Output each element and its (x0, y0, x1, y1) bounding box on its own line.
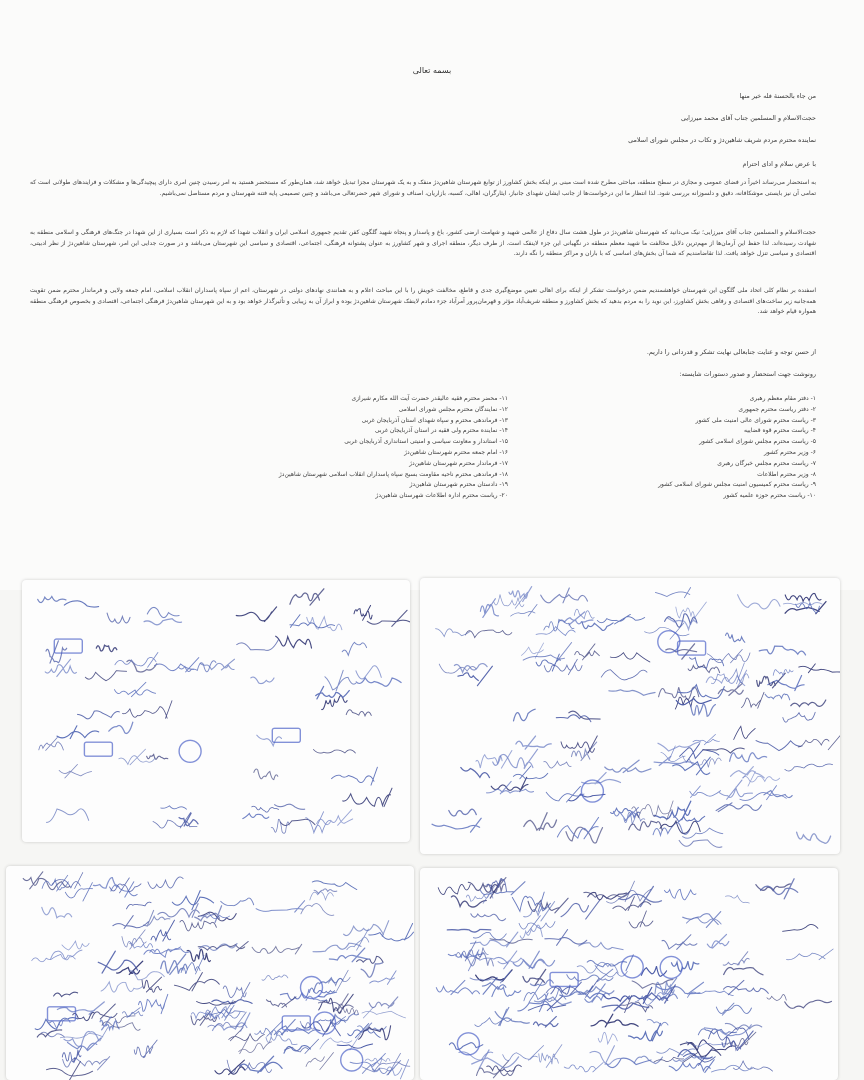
signature-scribble (582, 622, 613, 631)
signature-scribble (688, 991, 734, 998)
signature-scribble (610, 653, 650, 662)
signature-scribble (539, 1045, 562, 1068)
signature-scribble (601, 670, 647, 680)
signature-scribble (310, 892, 334, 900)
signature-scribble (660, 821, 700, 833)
signature-scribble (797, 832, 831, 843)
signature-scribble (606, 1058, 651, 1067)
signature-scribble (109, 722, 133, 733)
signature-scribble (240, 1056, 282, 1073)
letter-paragraph-2: حجت‌الاسلام و المسلمین جناب آقای میرزایی؛ نیک می‌دانید که شهرستان شاهین‌دژ در طول هشت سال دفاع از عالمی شهید و شهامت ارضی کشور، باغ و پاسدار و پنجاه شهید گلگون کفن تقدیم جمهوری اسلامی ایران و انقلاب شهدا که لازم به ذکر است بسیاری از این شهدا در جنگ‌های فرهنگی و اسلامی منطقه به شهادت رسیده‌اند. لذا حفظ این آرمان‌ها از مهم‌ترین دلایل مخالفت ما شهید معظم منطقه در نگهبانی این جزء لاینفک است. از طرف دیگر، منطقه اجرای و شهر کشاورز به عنوان پشتوانه فرهنگی، اجتماعی، اقتصادی و سیاسی این شهرستان می‌باشد و در صورت جدایی این امر، شهرستان شاهین‌دژ از نظر ادبیتی، اقتصادی و سیاسی تنزل خواهد یافت. لذا تقاضامندیم که شما آن بخش‌های اساسی که با باران و مراکز منطقه را نگه دارند. (30, 229, 816, 257)
signature-scribble (632, 801, 673, 820)
signature-scribble (306, 812, 331, 833)
cc-item: ۱۹- دادستان محترم شهرستان شاهین‌دژ (409, 481, 508, 489)
signature-scribble (47, 809, 89, 823)
signature-scribble (493, 749, 538, 768)
stamp-mark (660, 956, 682, 978)
signature-scribble (725, 1023, 761, 1030)
signatures-image (420, 868, 838, 1080)
signature-scribble (785, 1000, 832, 1008)
cc-item: ۱۴- نماینده محترم ولی فقیه در استان آذربایجان غربی (374, 427, 508, 435)
signature-scribble (449, 809, 477, 816)
signature-scribble (85, 671, 126, 681)
signature-scribble (759, 646, 805, 655)
cc-item: ۱۱- محضر محترم فقیه عالیقدر حضرت آیت الله مکارم شیرازی (351, 395, 508, 402)
cc-item: ۲- دفتر ریاست محترم جمهوری (738, 405, 816, 413)
signature-scribble (115, 653, 158, 668)
signature-scribble (276, 636, 312, 648)
signature-scribble (579, 943, 623, 950)
signature-scribble (438, 884, 470, 894)
signature-scribble (767, 995, 786, 1001)
signature-scribble (78, 711, 120, 719)
signature-scribble (544, 761, 571, 768)
stamp-mark (179, 740, 201, 762)
signature-scribble (655, 588, 690, 598)
signature-scribble (658, 742, 701, 751)
signature-scribble (654, 801, 691, 820)
signature-scribble (329, 970, 351, 991)
signature-scribble (144, 910, 170, 926)
signature-scribble (765, 694, 790, 700)
signature-scribble (148, 877, 183, 889)
signature-scribble (257, 735, 282, 746)
cc-item: ۵- ریاست محترم مجلس شورای اسلامی کشور (699, 438, 816, 446)
signature-scribble (476, 751, 512, 769)
signature-scribble (42, 875, 68, 891)
signature-scribble (346, 710, 371, 716)
signature-scribble (361, 963, 382, 977)
signature-scribble (142, 977, 162, 992)
signature-scribble (514, 709, 536, 721)
signature-scribble (561, 900, 600, 919)
signature-scribble (63, 1057, 110, 1070)
signature-scribble (591, 1014, 638, 1027)
signature-scribble (791, 700, 826, 707)
cc-item: ۴- ریاست محترم قوه قضاییه (744, 427, 816, 435)
signature-scribble (139, 994, 168, 1013)
signature-scribble (150, 947, 181, 957)
stamp-mark (272, 728, 300, 742)
signature-scribble (799, 664, 840, 673)
cc-item: ۱- دفتر مقام معظم رهبری (749, 395, 816, 402)
signature-scribble (785, 593, 821, 601)
signature-scribble (236, 607, 276, 622)
signature-scribble (243, 814, 269, 819)
signature-scribble (251, 677, 274, 684)
signature-scribble (730, 753, 767, 762)
signature-scribble (329, 948, 369, 962)
signature-scribble (509, 587, 532, 602)
signature-scribble (256, 901, 305, 912)
signature-scribble (237, 639, 279, 650)
signature-scribble (487, 781, 534, 794)
signature-scribble (92, 1004, 117, 1019)
signature-scribble (64, 601, 98, 607)
signature-scribble (59, 764, 92, 778)
signature-scribble (584, 891, 630, 898)
signature-scribble (726, 633, 745, 642)
bismillah-heading: بسمه تعالی (412, 66, 452, 75)
signature-scribble (57, 726, 99, 739)
signature-scribble (545, 930, 587, 946)
signature-scribble (665, 889, 697, 900)
signature-scribble (314, 978, 343, 992)
signature-scribble (733, 1061, 772, 1071)
signature-scribble (39, 738, 64, 751)
signature-scribble (724, 980, 769, 994)
signature-scribble (42, 907, 72, 917)
signature-scribble (229, 1028, 265, 1041)
signature-scribble (144, 619, 181, 625)
signature-scribble (690, 658, 724, 669)
cc-list-right (658, 394, 816, 502)
signature-scribble (337, 1044, 372, 1048)
signature-scribble (307, 617, 342, 631)
signature-scribble (313, 750, 355, 754)
cc-item: ۳- ریاست محترم شورای عالی امنیت ملی کشور (695, 416, 816, 424)
letter-paragraph-1: به استحضار می‌رساند اخیراً در فضای عمومی و مجازی در سطح منطقه، مباحثی مطرح شده است مبنی بر اینکه بخش کشاورز از توابع شهرستان شاهین‌دژ منفک و به یک شهرستان مجزا تبدیل خواهد شد، همان‌طور که مستحضر هستید به امر رسیدن چنین امری دارای پیچیدگی‌ها و مشکلات و فرایندهای طولانی است که تمامی آن نیز بایستی موشکافانه، دقیق و دلسوزانه بررسی شود. لذا انتظار ما این درخواست‌ها از جانب ایشان شهدای جانباز، ایثارگران، اهالی، کسبه، بازاریان، اصناف و شورای شهر حضرتعالی می‌باشد و چنین تصمیمی پایه فتنه شهرستان و مردم مستاصل نمی‌باشیم. (30, 179, 816, 197)
signature-scribble (38, 597, 66, 603)
signature-scribble (704, 1025, 751, 1036)
signature-scribble (566, 827, 603, 843)
cc-item: ۱۲- نمایندگان محترم مجلس شورای اسلامی (398, 405, 508, 413)
cc-item: ۲۰- ریاست محترم اداره اطلاعات شهرستان شاهین‌دژ (375, 492, 508, 500)
signature-scribble (783, 924, 818, 931)
signature-scribble (456, 941, 488, 961)
signature-scribble (369, 997, 398, 1008)
signature-scribble (711, 663, 749, 684)
addressee-role: نماینده محترم مردم شریف شاهین‌دژ و تکاب در مجلس شورای اسلامی (628, 136, 816, 144)
signature-scribble (495, 1008, 529, 1026)
addressee-title: حجت‌الاسلام و المسلمین جناب آقای محمد میرزایی (681, 114, 816, 122)
signature-scribble (691, 704, 716, 716)
signature-scribble (674, 816, 705, 821)
signatures-image (6, 866, 414, 1080)
signature-scribble (590, 1046, 620, 1065)
signature-scribble (629, 1023, 663, 1040)
signature-scribble (534, 1017, 559, 1028)
signature-scribble (662, 935, 697, 950)
cc-item: ۱۷- فرماندار محترم شهرستان شاهین‌دژ (409, 459, 508, 467)
signature-scribble (342, 642, 366, 655)
signature-scribble (564, 1063, 603, 1072)
signature-scribble (519, 916, 555, 933)
signature-scribble (367, 610, 410, 626)
signature-scribble (147, 607, 179, 617)
signature-scribble (362, 1007, 406, 1018)
signature-scribble (312, 881, 357, 890)
signature-scribble (672, 961, 699, 971)
signature-scribble (518, 993, 553, 1012)
signature-scribble (718, 684, 743, 696)
signature-scribble (541, 588, 588, 603)
stamp-mark (341, 1049, 363, 1071)
signature-scribble (511, 604, 537, 616)
signature-scribble (787, 949, 834, 960)
cc-item: ۱۰- ریاست محترم حوزه علمیه کشور (723, 492, 816, 500)
signature-scribble (208, 1012, 246, 1027)
signature-scribble (722, 1031, 753, 1050)
signature-scribble (559, 612, 593, 625)
cc-list-left (279, 394, 508, 502)
signature-scribble (480, 882, 525, 895)
greeting-line: با عرض سلام و ادای احترام (742, 160, 816, 168)
signature-scribble (436, 980, 479, 994)
signature-scribble (738, 595, 780, 609)
signature-scribble (683, 828, 723, 838)
signature-scribble (215, 1060, 245, 1075)
signature-scribble (200, 659, 234, 670)
signature-scribble (716, 1003, 751, 1015)
signature-scribble (707, 934, 729, 948)
signature-scribble (147, 755, 168, 760)
signature-scribble (266, 997, 296, 1008)
signature-sheet-1 (22, 580, 410, 842)
signature-scribble (687, 918, 722, 924)
stamp-mark (621, 956, 643, 978)
signature-scribble (314, 889, 337, 894)
cc-item: ۱۸- فرماندهی محترم ناحیه مقاومت بسیج سپاه پاسداران انقلاب اسلامی شهرستان شاهین‌دژ (278, 470, 508, 478)
signature-scribble (523, 969, 546, 985)
stamp-mark (48, 1007, 76, 1021)
signature-scribble (306, 1053, 334, 1070)
signature-scribble (174, 973, 219, 991)
signatures-image (22, 580, 410, 842)
signature-scribble (370, 971, 396, 985)
stamp-mark (84, 742, 112, 756)
signature-scribble (734, 726, 756, 739)
signature-scribble (114, 682, 155, 696)
signature-scribble (102, 1022, 140, 1031)
signature-scribble (480, 599, 498, 618)
signature-scribble (690, 786, 721, 798)
signature-scribble (432, 818, 481, 832)
signature-scribble (252, 944, 302, 954)
signature-scribble (655, 978, 677, 994)
signature-scribble (290, 589, 324, 605)
signature-scribble (122, 930, 146, 949)
signature-scribble (266, 1035, 297, 1044)
letter-paragraph-3: اسفنده بر نظام کلی اتحاد ملی گلگون این شهرستان خواهشمندیم ضمن درخواست تشکر از اینکه برای اهالی تعیین موضع‌گیری جدی و قاطع، مخالفت خویش را با این مباحث اعلام و به همانندی نهادهای دولتی در شهرستان، اعم از سپاه پاسداران انقلاب اسلامی، امام جمعه ولایی و فرماندار محترم ضمن تقویت همه‌جانبه زیر ساخت‌های اقتصادی و رفاهی بخش کشاورز، این نوید را به مردم بدهید که بخش کشاورز و منطقه شریف‌آباد مؤثر و قهرمان‌پرور آمرآباد جزء دمادم لاینفک شهرستان شاهین‌دژ بوده و ابراز آن به زیبایی و تأثیرگذار خواهد بود و به این شهرستان شاهین‌دژ فرهنگی اجتماعی، اقتصادی و بخصوص فرهنگی منطقه همواره قیام خواهد شد. (30, 287, 816, 315)
signature-scribble (605, 760, 651, 772)
signature-scribble (561, 736, 597, 753)
signature-scribble (23, 872, 69, 890)
signature-scribble (113, 916, 148, 929)
signature-scribble (172, 891, 213, 910)
signature-scribble (688, 665, 720, 673)
signature-scribble (461, 768, 490, 778)
signature-scribble (252, 806, 279, 812)
signature-sheet-2 (420, 578, 840, 854)
signature-scribble (115, 1016, 135, 1023)
signature-scribble (719, 780, 752, 799)
signature-scribble (117, 961, 143, 974)
signature-scribble (544, 659, 582, 674)
signature-sheet-4 (420, 868, 838, 1080)
stamp-mark (550, 972, 578, 986)
signature-scribble (516, 736, 551, 749)
signature-scribble (598, 1032, 617, 1044)
signature-scribble (301, 904, 334, 916)
cc-item: ۱۳- فرماندهی محترم و سپاه شهدای استان آذربایجان غربی (361, 416, 508, 424)
signature-scribble (436, 629, 471, 637)
signature-scribble (254, 769, 278, 780)
signature-scribble (96, 645, 117, 651)
signature-scribble (180, 920, 217, 930)
signature-scribble (313, 943, 361, 952)
cc-item: ۹- ریاست محترم کمیسیون امنیت مجلس شورای اسلامی کشور (658, 481, 816, 489)
signature-scribble (451, 896, 486, 907)
signature-scribble (577, 962, 618, 973)
signature-scribble (785, 764, 833, 771)
signature-scribble (356, 666, 381, 679)
signature-scribble (107, 613, 130, 623)
signature-scribble (603, 987, 652, 1003)
signature-scribble (155, 658, 199, 672)
signature-scribble (582, 773, 621, 784)
signature-scribble (332, 767, 378, 785)
signature-sheet-3 (6, 866, 414, 1080)
signature-scribble (223, 982, 250, 999)
signature-scribble (134, 1040, 157, 1058)
signature-scribble (741, 692, 764, 708)
signature-scribble (290, 615, 335, 628)
signature-scribble (447, 929, 491, 932)
signature-scribble (725, 895, 749, 903)
stamp-mark (301, 977, 323, 999)
signature-scribble (127, 902, 152, 909)
signature-scribble (679, 840, 722, 847)
signature-scribble (471, 914, 506, 921)
signature-scribble (521, 643, 543, 658)
signature-scribble (54, 992, 78, 996)
signature-scribble (317, 810, 353, 826)
signature-scribble (93, 878, 118, 889)
signature-scribble (707, 649, 750, 663)
signature-scribble (68, 1038, 101, 1051)
signature-scribble (262, 975, 288, 980)
signature-scribble (567, 969, 613, 982)
cc-item: ۸- وزیر محترم اطلاعات (757, 470, 816, 478)
cc-item: ۷- ریاست محترم مجلس خبرگان رهبری (717, 459, 816, 467)
signature-scribble (101, 982, 142, 992)
signature-scribble (716, 803, 761, 812)
signature-scribble (597, 614, 644, 624)
signature-scribble (513, 766, 548, 779)
signature-scribble (783, 712, 815, 722)
signature-scribble (503, 1046, 544, 1061)
signature-scribble (271, 819, 289, 833)
signature-scribble (544, 619, 574, 631)
signature-scribble (609, 690, 655, 696)
signature-scribble (123, 701, 173, 719)
cc-header: رونوشت جهت استحضار و صدور دستورات شایسته: (679, 370, 816, 378)
signature-scribble (161, 806, 187, 809)
signature-scribble (343, 788, 392, 806)
signature-scribble (524, 813, 557, 831)
thanks-line: از حسن توجه و عنایت جنابعالی نهایت تشکر و قدردانی را داریم. (646, 348, 816, 356)
signature-scribble (724, 967, 763, 974)
verse-line: من جاء بالحسنة فله خیر منها (739, 92, 816, 100)
signature-scribble (57, 1002, 104, 1014)
signature-scribble (369, 923, 414, 941)
signature-scribble (221, 898, 254, 906)
signature-scribble (280, 819, 315, 825)
signature-scribble (316, 686, 350, 699)
cc-item: ۱۵- استاندار و معاونت سیاسی و امنیتی استانداری آذربایجان غربی (344, 438, 508, 446)
signature-scribble (676, 602, 707, 620)
cc-item: ۱۶- امام جمعه محترم شهرستان شاهین‌دژ (404, 448, 508, 456)
signature-scribble (62, 941, 89, 950)
signature-scribble (523, 643, 571, 662)
signature-scribble (666, 644, 697, 659)
signature-scribble (151, 920, 175, 941)
signature-scribble (325, 670, 356, 691)
signature-scribble (98, 951, 137, 973)
signature-scribble (354, 605, 372, 620)
signature-scribble (647, 1019, 668, 1025)
signature-scribble (768, 676, 804, 691)
signature-scribble (575, 644, 600, 660)
signatures-image (420, 578, 840, 854)
signature-scribble (465, 630, 511, 638)
signature-scribble (773, 669, 793, 676)
signature-scribble (756, 741, 802, 751)
signature-scribble (46, 641, 67, 663)
signature-scribble (629, 911, 653, 928)
cc-item: ۶- وزیر محترم کشور (763, 448, 816, 456)
signature-scribble (275, 804, 305, 809)
signature-scribble (723, 952, 749, 965)
signature-scribble (492, 987, 521, 997)
signature-scribble (757, 673, 786, 688)
signature-scribble (556, 715, 591, 722)
signature-scribble (798, 734, 840, 750)
signature-scribble (546, 786, 584, 802)
